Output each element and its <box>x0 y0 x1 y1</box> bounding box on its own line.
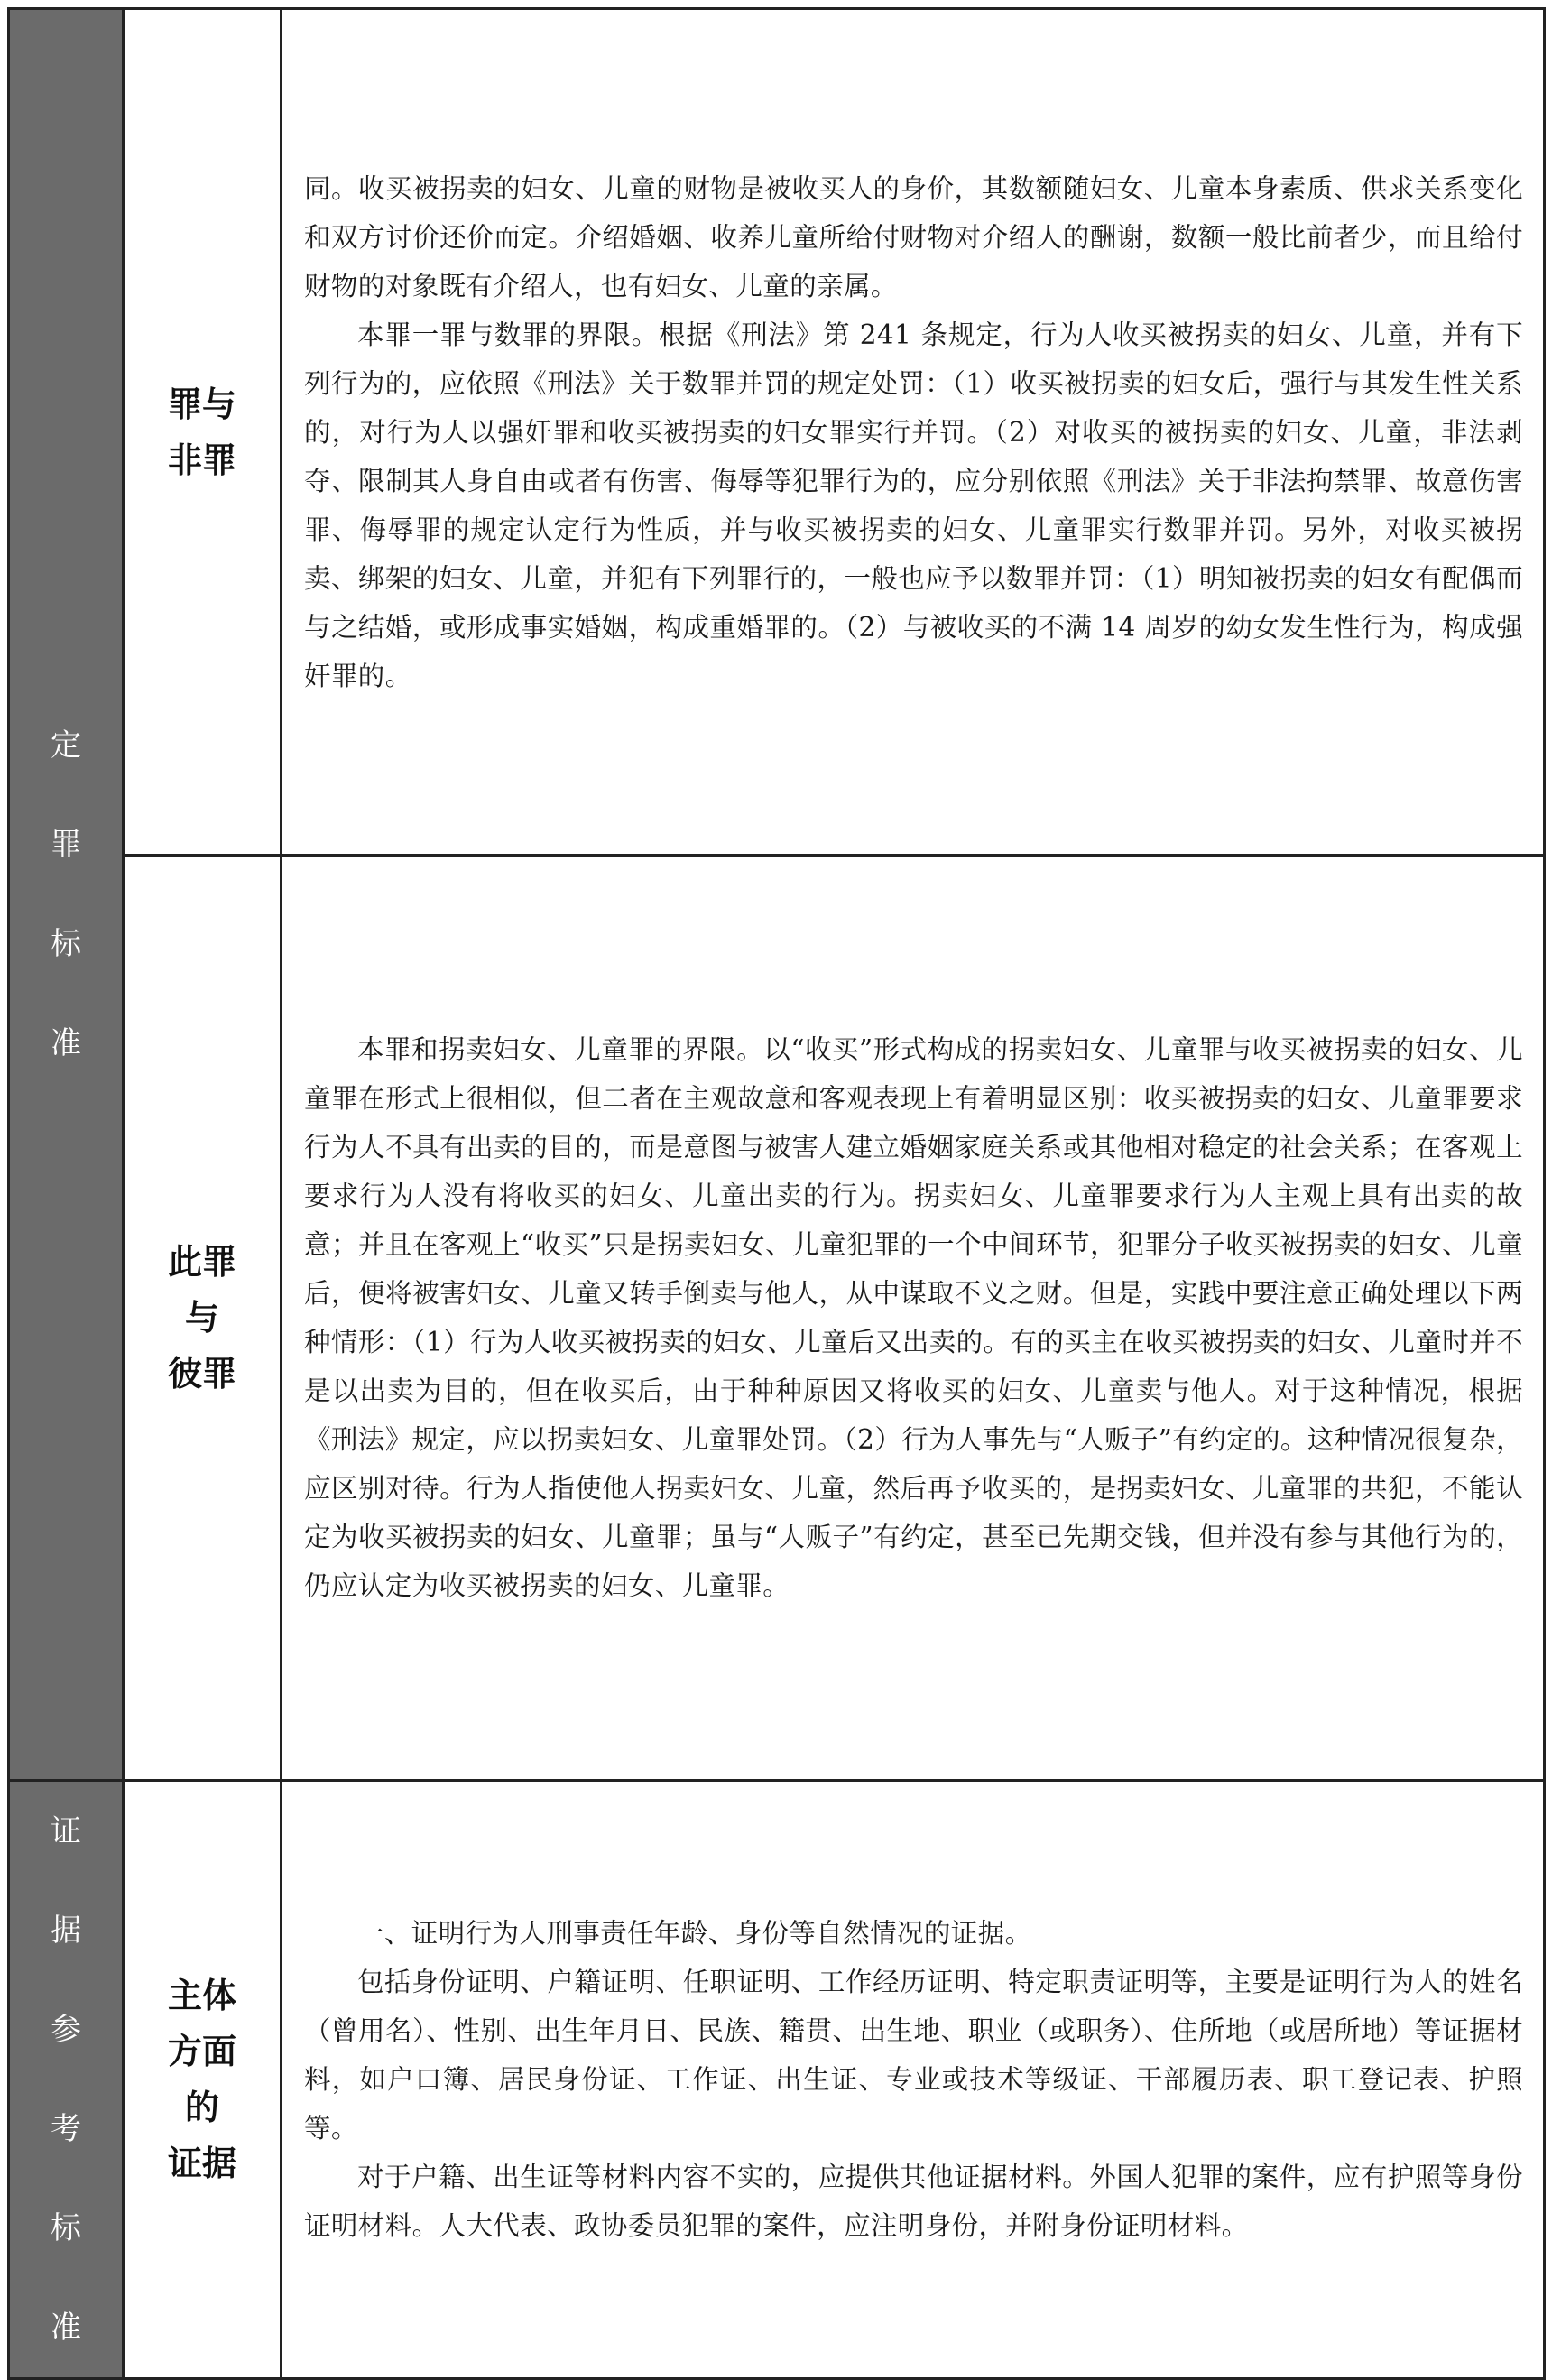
subcategory-label: 罪与 非罪 <box>167 384 236 480</box>
paragraph: 一、证明行为人刑事责任年龄、身份等自然情况的证据。 <box>357 1918 1032 1949</box>
table-row <box>9 9 1545 856</box>
subcategory-label: 主体 方面 的 证据 <box>167 1976 236 2183</box>
content-cell <box>282 1781 1545 2379</box>
paragraph: 同。收买被拐卖的妇女、儿童的财物是被收买人的身价，其数额随妇女、儿童本身素质、供求关系变化和双方讨价还价而定。介绍婚姻、收养儿童所给付财物对介绍人的酬谢，数额一般比前者少，而且给付财物的对象既有介绍人，也有妇女、儿童的亲属。 <box>304 172 1523 301</box>
paragraph: 包括身份证明、户籍证明、任职证明、工作经历证明、特定职责证明等，主要是证明行为人的姓名（曾用名）、性别、出生年月日、民族、籍贯、出生地、职业（或职务）、住所地（或居所地）等证据材料，如户口簿、居民身份证、工作证、出生证、专业或技术等级证、干部履历表、职工登记表、护照等。 <box>304 1967 1523 2144</box>
category-cell-conviction-standard <box>9 9 124 1781</box>
category-label: 定 罪 标 准 <box>51 727 81 1061</box>
paragraph: 本罪和拐卖妇女、儿童罪的界限。以“收买”形式构成的拐卖妇女、儿童罪与收买被拐卖的妇女、儿童罪在形式上很相似，但二者在主观故意和客观表现上有着明显区别：收买被拐卖的妇女、儿童罪要求行为人不具有出卖的目的，而是意图与被害人建立婚姻家庭关系或其他相对稳定的社会关系；在客观上要求行为人没有将收买的妇女、儿童出卖的行为。拐卖妇女、儿童罪要求行为人主观上具有出卖的故意；并且在客观上“收买”只是拐卖妇女、儿童犯罪的一个中间环节，犯罪分子收买被拐卖的妇女、儿童后，便将被害妇女、儿童又转手倒卖与他人，从中谋取不义之财。但是，实践中要注意正确处理以下两种情形：（1）行为人收买被拐卖的妇女、儿童后又出卖的。有的买主在收买被拐卖的妇女、儿童时并不是以出卖为目的，但在收买后，由于种种原因又将收买的妇女、儿童卖与他人。对于这种情况，根据《刑法》规定，应以拐卖妇女、儿童罪处罚。（2）行为人事先与“人贩子”有约定的。这种情况很复杂，应区别对待。行为人指使他人拐卖妇女、儿童，然后再予收买的，是拐卖妇女、儿童罪的共犯，不能认定为收买被拐卖的妇女、儿童罪；虽与“人贩子”有约定，甚至已先期交钱，但并没有参与其他行为的，仍应认定为收买被拐卖的妇女、儿童罪。 <box>304 1034 1523 1601</box>
table-row <box>9 856 1545 1781</box>
content-cell <box>282 9 1545 856</box>
paragraph: 对于户籍、出生证等材料内容不实的，应提供其他证据材料。外国人犯罪的案件，应有护照等身份证明材料。人大代表、政协委员犯罪的案件，应注明身份，并附身份证明材料。 <box>304 2162 1523 2241</box>
subcategory-cell-this-crime-vs-other <box>124 856 282 1781</box>
document-table <box>7 7 1546 2380</box>
table-row <box>9 1781 1545 2379</box>
content-cell <box>282 856 1545 1781</box>
subcategory-label: 此罪 与 彼罪 <box>167 1242 236 1394</box>
category-label: 证 据 参 考 标 准 <box>51 1813 81 2346</box>
category-cell-evidence-standard <box>9 1781 124 2379</box>
subcategory-cell-crime-or-not <box>124 9 282 856</box>
subcategory-cell-subject-evidence <box>124 1781 282 2379</box>
paragraph: 本罪一罪与数罪的界限。根据《刑法》第 241 条规定，行为人收买被拐卖的妇女、儿童，并有下列行为的，应依照《刑法》关于数罪并罚的规定处罚：（1）收买被拐卖的妇女后，强行与其发生性关系的，对行为人以强奸罪和收买被拐卖的妇女罪实行并罚。（2）对收买的被拐卖的妇女、儿童，非法剥夺、限制其人身自由或者有伤害、侮辱等犯罪行为的，应分别依照《刑法》关于非法拘禁罪、故意伤害罪、侮辱罪的规定认定行为性质，并与收买被拐卖的妇女、儿童罪实行数罪并罚。另外，对收买被拐卖、绑架的妇女、儿童，并犯有下列罪行的，一般也应予以数罪并罚：（1）明知被拐卖的妇女有配偶而与之结婚，或形成事实婚姻，构成重婚罪的。（2）与被收买的不满 14 周岁的幼女发生性行为，构成强奸罪的。 <box>304 319 1523 691</box>
